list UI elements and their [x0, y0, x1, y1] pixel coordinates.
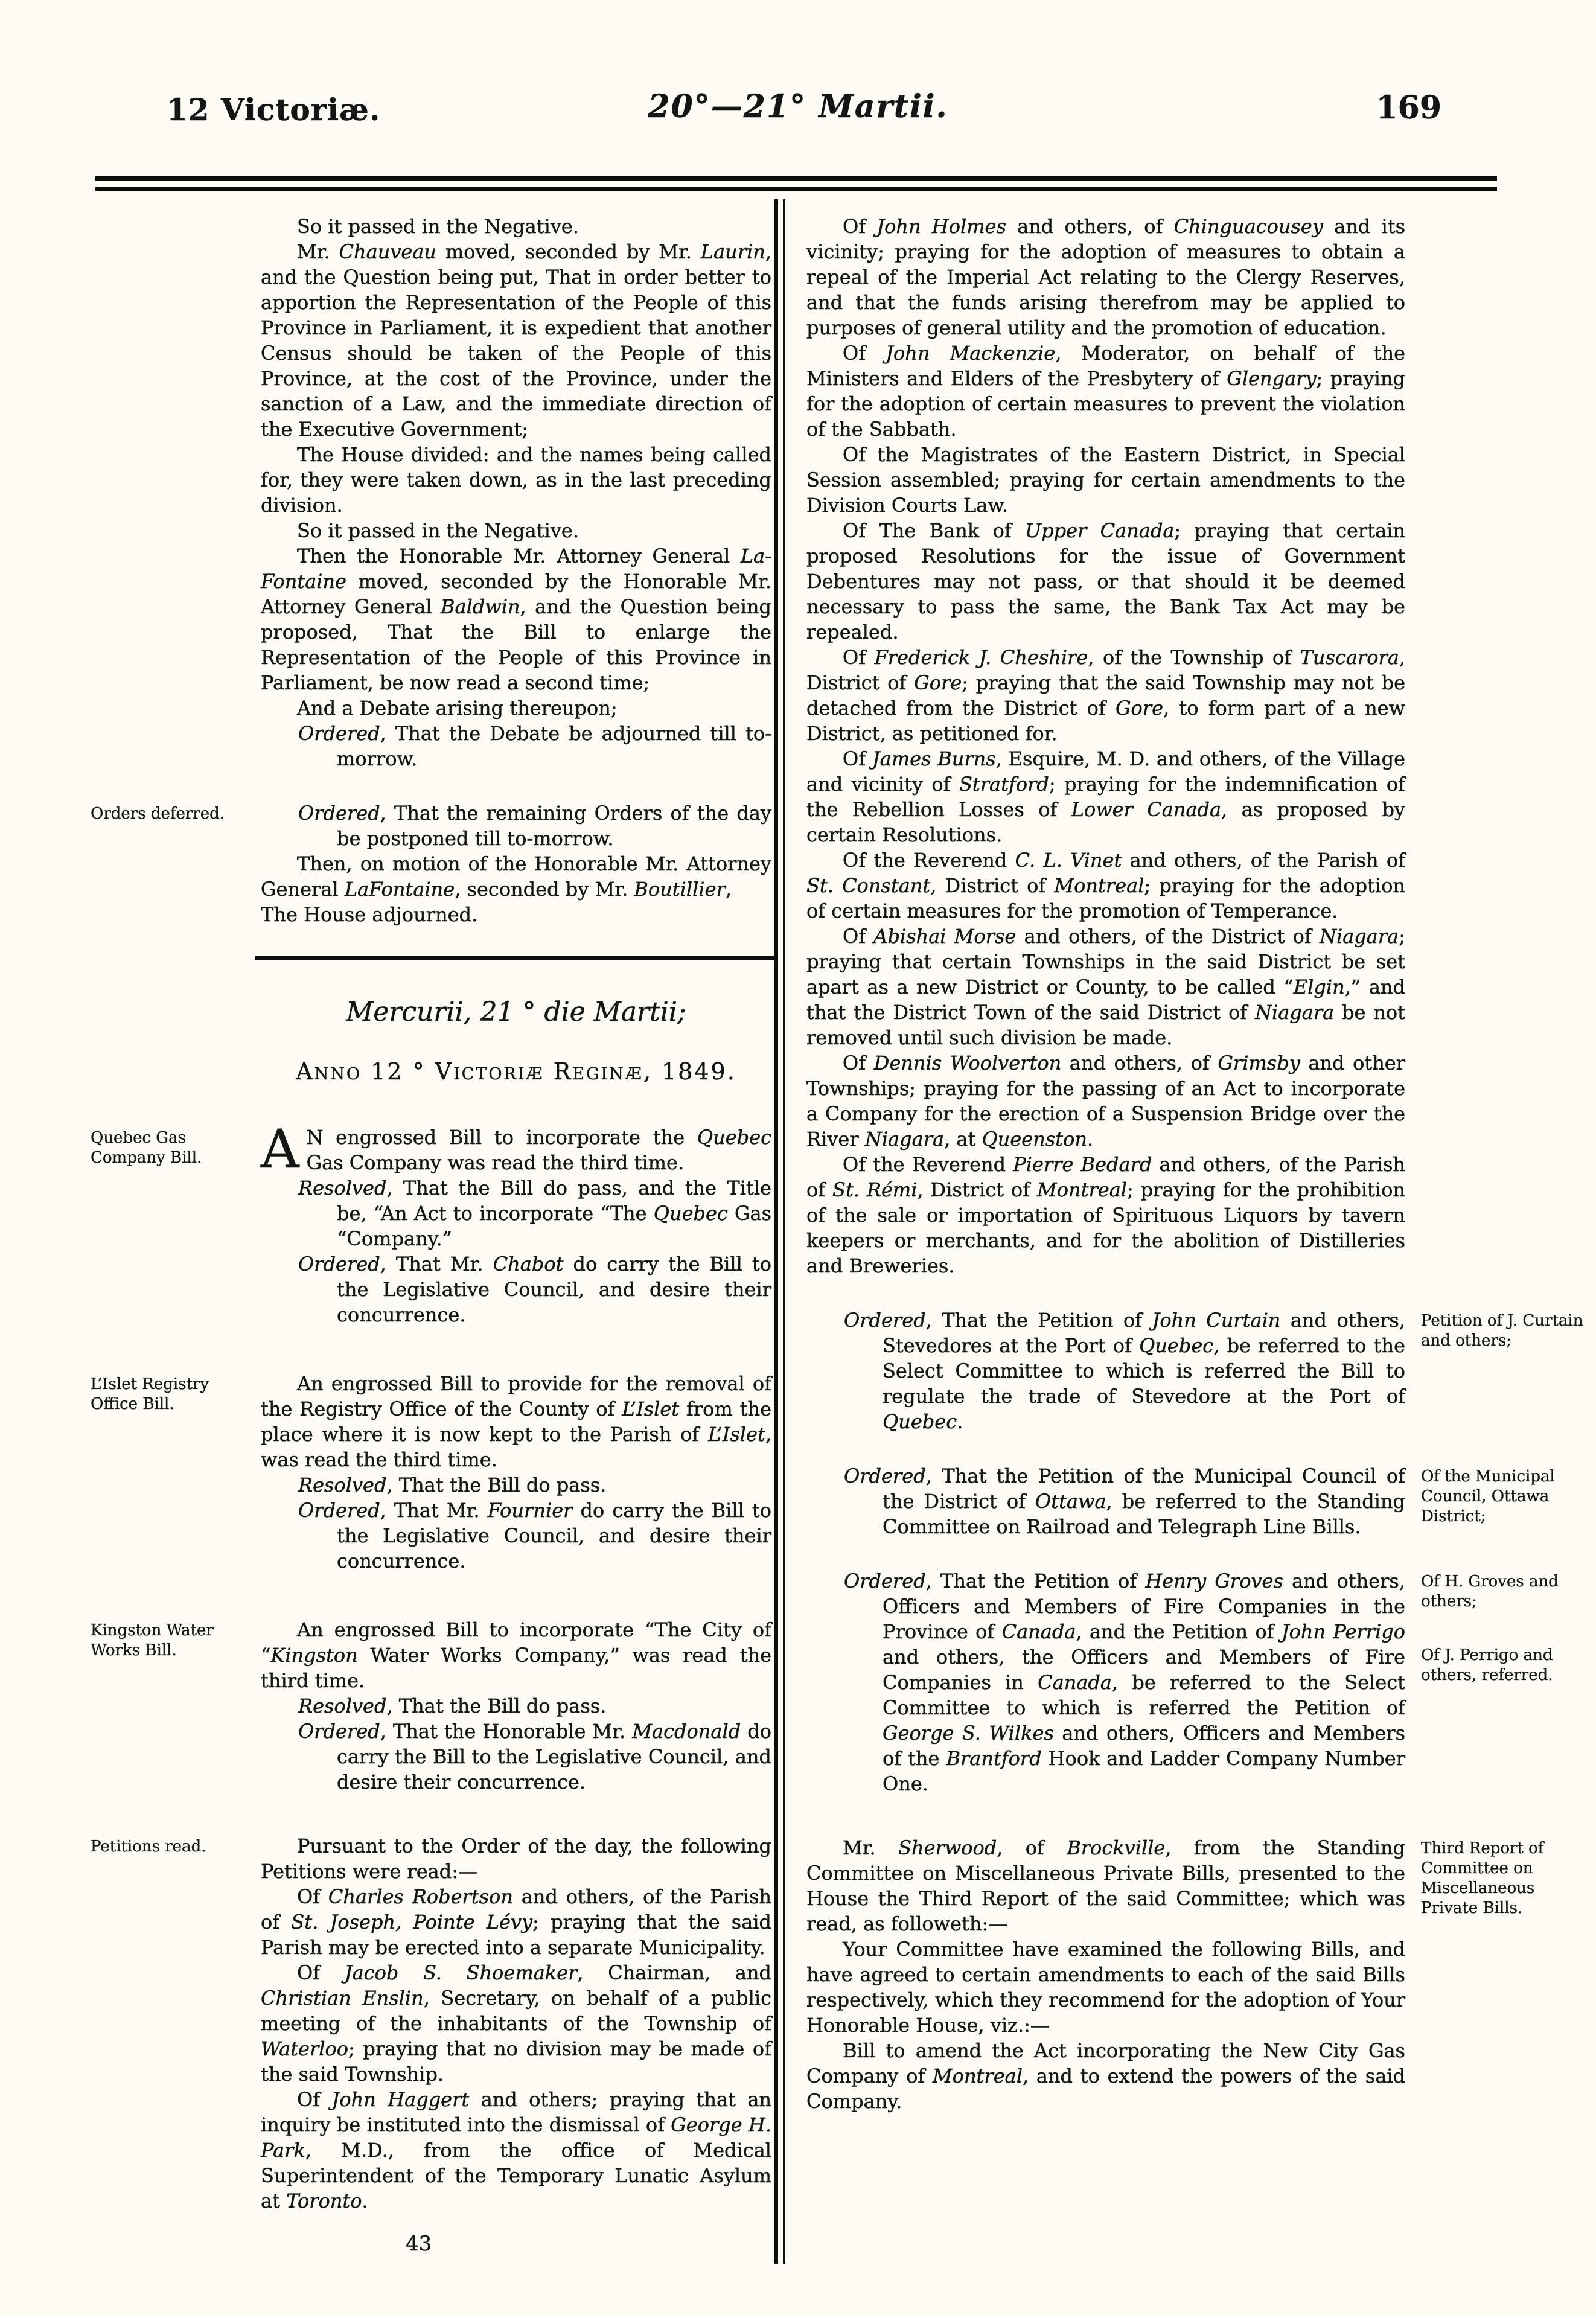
bill-section-lislet [91, 1371, 771, 1472]
paragraph: Then the Honorable Mr. Attorney General La-Fontaine moved, seconded by the Honorable Mr. Attorney General Baldwin, and the Question being proposed, That the Bill to enlarge the Representation of the People of this Province in Parliament, be now read a second time; [261, 544, 771, 694]
margin-note: Petitions read. [91, 1838, 206, 1856]
paragraph-ordered: Ordered, That the Petition of the Municipal Council of the District of Ottawa, be referred to the Standing Committee on Railroad and Telegraph Line Bills. [844, 1464, 1406, 1538]
sitting-separator-rule [255, 956, 776, 960]
paragraph-bill-opening [261, 1118, 771, 1180]
paragraph-resolved: Resolved, That the Bill do pass. [298, 1474, 607, 1496]
sitting-day-heading: Mercurii, 21 ° die Martii; [346, 997, 686, 1027]
paragraph: So it passed in the Negative. [297, 519, 579, 542]
petition-item: Of the Magistrates of the Eastern District, in Special Session assembled; praying for certain amendments to the Division Courts Law. [806, 443, 1405, 517]
paragraph-bill-opening: An engrossed Bill to incorporate “The City of “Kingston Water Works Company,” was read the third time. [261, 1618, 771, 1692]
petition-item: Of Charles Robertson and others, of the Parish of St. Joseph, Pointe Lévy; praying that the said Parish may be erected into a separate Municipality. [261, 1885, 772, 1959]
paragraph-text: N engrossed Bill to incorporate the Quebec Gas Company was read the third time. [306, 1126, 771, 1174]
petition-item: Of John Haggert and others; praying that an inquiry be instituted into the dismissal of George H. Park, M.D., from the office of Medical Superintendent of the Temporary Lunatic Asylum at Toronto. [261, 2088, 772, 2212]
header-page-number: 169 [1376, 89, 1441, 126]
bill-section-kingston [91, 1617, 771, 1693]
petition-item: Of John Mackenzie, Moderator, on behalf of the Ministers and Elders of the Presbytery of Glengary; praying for the adoption of certain measures to prevent the violation of the Sabbath. [806, 342, 1406, 441]
paragraph-ordered: Ordered, That Mr. Chabot do carry the Bill to the Legislative Council, and desire their concurrence. [298, 1253, 772, 1326]
order-block [806, 1568, 1559, 1796]
sitting-anno-heading: Anno 12 ° Victoriæ Reginæ, 1849. [296, 1058, 736, 1085]
margin-note: Third Report of Committee on Miscellaneous Private Bills. [1421, 1839, 1544, 1917]
margin-note: L’Islet Registry Office Bill. [91, 1375, 209, 1413]
header-date-range: 20°—21° Martii. [648, 88, 948, 125]
paragraph-ordered: Ordered, That the Petition of Henry Groves and others, Officers and Members of Fire Companies in the Province of Canada, and the Petition of John Perrigo and others, the Officers and Members of Fire Companies in Canada, be referred to the Select Committee to which is referred the Petition of George S. Wilkes and others, Officers and Members of the Brantford Hook and Ladder Company Number One. [844, 1569, 1406, 1795]
third-report-section [806, 1835, 1544, 1937]
margin-note: Orders deferred. [91, 805, 225, 823]
paragraph-bill-opening: An engrossed Bill to provide for the removal of the Registry Office of the County of L’Islet from the place where it is now kept to the Parish of L’Islet, was read the third time. [261, 1372, 771, 1471]
paragraph-petitions-intro: Pursuant to the Order of the day, the following Petitions were read:— [261, 1834, 771, 1883]
petition-item: Of the Reverend C. L. Vinet and others, of the Parish of St. Constant, District of Montreal; praying for the adoption of certain measures for the promotion of Temperance. [806, 849, 1406, 922]
petition-item: Of Jacob S. Shoemaker, Chairman, and Christian Enslin, Secretary, on behalf of a public meeting of the inhabitants of the Township of Waterloo; praying that no division may be made of the said Township. [261, 1961, 771, 2086]
paragraph-block [91, 800, 771, 851]
margin-note: Of J. Perrigo and others, referred. [1421, 1646, 1553, 1684]
paragraph: Mr. Chauveau moved, seconded by Mr. Laurin, and the Question being put, That in order better to apportion the Representation of the People of this Province in Parliament, it is expedient that another Census should be taken of the People of this Province, at the cost of the Province, under the sanction of a Law, and the immediate direction of the Executive Government; [261, 240, 772, 441]
paragraph-ordered: Ordered, That the remaining Orders of the day be postponed till to-morrow. [298, 802, 771, 850]
paragraph-ordered: Ordered, That the Honorable Mr. Macdonald do carry the Bill to the Legislative Council, and desire their concurrence. [298, 1720, 772, 1793]
paragraph-ordered: Ordered, That the Debate be adjourned till to-morrow. [298, 722, 771, 770]
double-head-rule [95, 176, 1497, 191]
order-block [806, 1463, 1555, 1539]
column-divider-rule [774, 199, 785, 2264]
margin-note: Quebec Gas Company Bill. [91, 1129, 202, 1167]
signature-mark: 43 [406, 2232, 432, 2256]
petition-item: Of Dennis Woolverton and others, of Grimsby and other Townships; praying for the passing of an Act to incorporate a Company for the erection of a Suspension Bridge over the River Niagara, at Queenston. [806, 1052, 1406, 1151]
paragraph: So it passed in the Negative. [297, 215, 579, 238]
paragraph-report-examined: Your Committee have examined the following Bills, and have agreed to certain amendments to each of the said Bills respectively, which they recommend for the adoption of Your Honorable House, viz.:— [806, 1938, 1405, 2037]
margin-note: Of H. Groves and others; [1421, 1573, 1559, 1611]
paragraph-ordered: Ordered, That Mr. Fournier do carry the Bill to the Legislative Council, and desire their concurrence. [298, 1499, 772, 1573]
order-block [806, 1308, 1583, 1434]
paragraph: Then, on motion of the Honorable Mr. Attorney General LaFontaine, seconded by Mr. Boutillier, [261, 852, 771, 901]
margin-note: Petition of J. Curtain and others; [1421, 1312, 1583, 1350]
bill-section-quebec-gas [91, 1118, 771, 1180]
paragraph-resolved: Resolved, That the Bill do pass. [298, 1694, 607, 1717]
header-volume: 12 Victoriæ. [167, 92, 381, 127]
paragraph-resolved: Resolved, That the Bill do pass, and the Title be, “An Act to incorporate “The Quebec Gas “Company.” [298, 1177, 772, 1250]
petition-item: Of Abishai Morse and others, of the District of Niagara; praying that certain Townships in the said District be set apart as a new District or County, to be called “Elgin,” and that the District Town of the said District of Niagara be not removed until such division be made. [806, 925, 1406, 1049]
paragraph: The House adjourned. [261, 903, 478, 926]
paragraph-report-bill-item: Bill to amend the Act incorporating the New City Gas Company of Montreal, and to extend the powers of the said Company. [806, 2039, 1406, 2113]
paragraph-report-presented: Mr. Sherwood, of Brockville, from the Standing Committee on Miscellaneous Private Bills, presented to the House the Third Report of the said Committee; which was read, as followeth:— [806, 1836, 1406, 1935]
margin-note: Kingston Water Works Bill. [91, 1621, 214, 1659]
petition-item: Of the Reverend Pierre Bedard and others, of the Parish of St. Rémi, District of Montreal; praying for the prohibition of the sale or importation of Spirituous Liquors by tavern keepers or merchants, and for the abolition of Distilleries and Breweries. [806, 1153, 1406, 1277]
right-column [806, 214, 1583, 2114]
petition-item: Of James Burns, Esquire, M. D. and others, of the Village and vicinity of Stratford; praying for the indemnification of the Rebellion Losses of Lower Canada, as proposed by certain Resolutions. [806, 747, 1406, 846]
petition-item: Of The Bank of Upper Canada; praying that certain proposed Resolutions for the issue of Government Debentures may not pass, or that should it be deemed necessary to pass the same, the Bank Tax Act may be repealed. [806, 519, 1406, 643]
paragraph: And a Debate arising thereupon; [297, 697, 618, 720]
left-column [91, 214, 772, 2256]
petition-item: Of John Holmes and others, of Chinguacousey and its vicinity; praying for the adoption of measures to obtain a repeal of the Imperial Act relating to the Clergy Reserves, and that the funds arising therefrom may be applied to purposes of general utility and the promotion of education. [806, 215, 1405, 339]
drop-cap: A [261, 1118, 299, 1180]
petition-item: Of Frederick J. Cheshire, of the Township of Tuscarora, District of Gore; praying that the said Township may not be detached from the District of Gore, to form part of a new District, as petitioned for. [806, 646, 1406, 745]
paragraph-ordered: Ordered, That the Petition of John Curtain and others, Stevedores at the Port of Quebec, be referred to the Select Committee to which is referred the Bill to regulate the trade of Stevedore at the Port of Quebec. [844, 1309, 1406, 1433]
paragraph: The House divided: and the names being called for, they were taken down, as in the last preceding division. [261, 443, 771, 517]
petitions-read-section [91, 1833, 771, 1884]
margin-note: Of the Municipal Council, Ottawa District; [1421, 1467, 1555, 1525]
